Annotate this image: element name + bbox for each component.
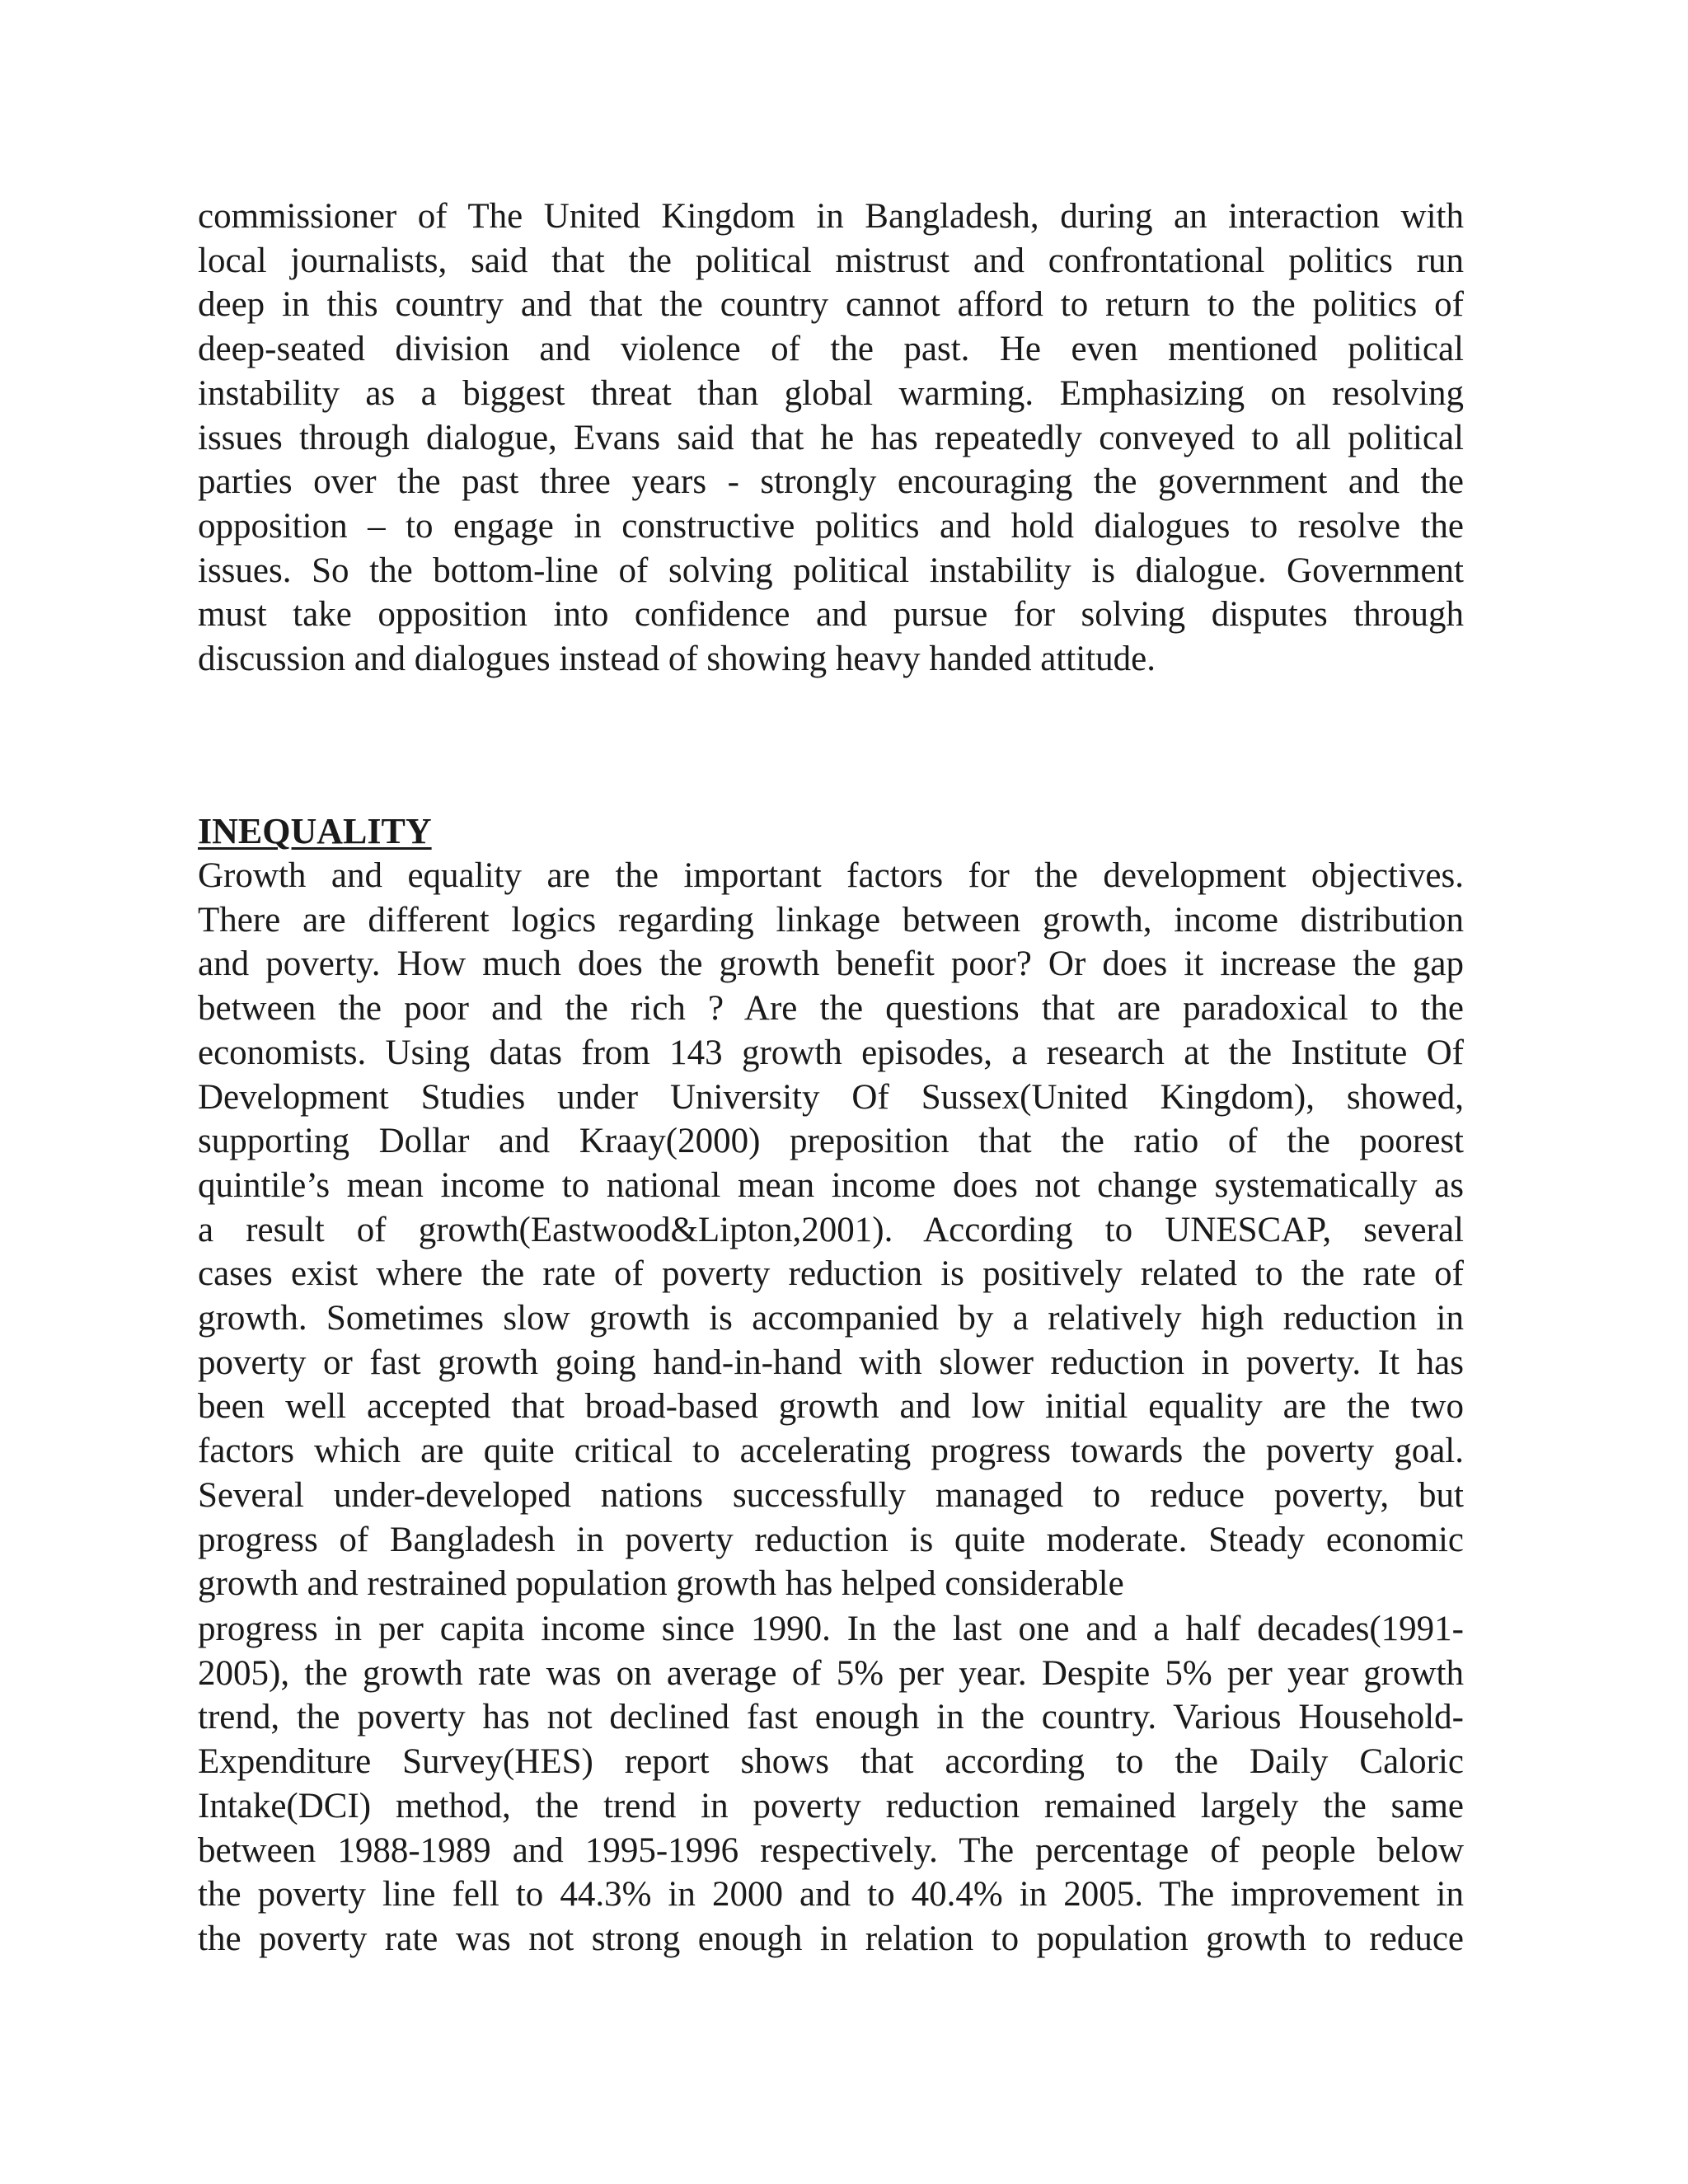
text-line: issues. So the bottom-line of solving political instability is dialogue. Government [198,551,1464,590]
text-line: commissioner of The United Kingdom in Bangladesh, during an interaction with [198,197,1464,236]
text-line: growth. Sometimes slow growth is accompanied by a relatively high reduction in [198,1299,1464,1338]
text-line: must take opposition into confidence and pursue for solving disputes through [198,595,1464,635]
text-line: Growth and equality are the important factors for the development objectives. [198,856,1464,895]
paragraph-inequality [198,854,1464,1606]
text-line: opposition – to engage in constructive politics and hold dialogues to resolve the [198,506,1464,546]
text-line: deep-seated division and violence of the past. He even mentioned political [198,330,1464,369]
text-line: and poverty. How much does the growth benefit poor? Or does it increase the gap [198,944,1464,984]
text-line: progress in per capita income since 1990. In the last one and a half decades(1991- [198,1610,1464,1648]
text-line: a result of growth(Eastwood&Lipton,2001). According to UNESCAP, several [198,1210,1464,1249]
text-line: between the poor and the rich ? Are the questions that are paradoxical to the [198,989,1464,1029]
text-line: economists. Using datas from 143 growth episodes, a research at the Institute Of [198,1033,1464,1072]
paragraph-political-instability [198,194,1464,682]
text-line: the poverty rate was not strong enough in relation to population growth to reduce [198,1919,1464,1958]
text-line: Several under-developed nations successfully managed to reduce poverty, but [198,1475,1464,1515]
text-line: poverty or fast growth going hand-in-hand with slower reduction in poverty. It has [198,1343,1464,1382]
text-line: deep in this country and that the country cannot afford to return to the politics of [198,285,1464,325]
text-line: Development Studies under University Of Sussex(United Kingdom), showed, [198,1077,1464,1117]
text-line: Expenditure Survey(HES) report shows that according to the Daily Caloric [198,1742,1464,1782]
text-line: issues through dialogue, Evans said that he has repeatedly conveyed to all political [198,418,1464,457]
section-heading: INEQUALITY [198,811,432,851]
text-line: local journalists, said that the political mistrust and confrontational politics run [198,241,1464,280]
text-line: instability as a biggest threat than global warming. Emphasizing on resolving [198,373,1464,413]
text-line: factors which are quite critical to accelerating progress towards the poverty goal. [198,1432,1464,1471]
text-line: quintile’s mean income to national mean income does not change systematically as [198,1165,1464,1205]
text-line: discussion and dialogues instead of showing heavy handed attitude. [198,640,1156,679]
text-line: growth and restrained population growth has helped considerable [198,1564,1124,1604]
text-line: been well accepted that broad-based growth and low initial equality are the two [198,1387,1464,1427]
text-line: trend, the poverty has not declined fast enough in the country. Various Household- [198,1698,1464,1737]
text-line: Intake(DCI) method, the trend in poverty reduction remained largely the same [198,1786,1464,1825]
text-line: between 1988-1989 and 1995-1996 respectively. The percentage of people below [198,1830,1464,1870]
text-line: progress of Bangladesh in poverty reduction is quite moderate. Steady economic [198,1520,1464,1559]
text-line: There are different logics regarding linkage between growth, income distribution [198,900,1464,940]
text-line: cases exist where the rate of poverty reduction is positively related to the rate of [198,1254,1464,1294]
text-line: the poverty line fell to 44.3% in 2000 and to 40.4% in 2005. The improvement in [198,1875,1464,1915]
text-line: 2005), the growth rate was on average of 5% per year. Despite 5% per year growth [198,1653,1464,1693]
paragraph-poverty-trend [198,1607,1464,1961]
text-line: parties over the past three years - strongly encouraging the government and the [198,462,1464,502]
text-line: supporting Dollar and Kraay(2000) preposition that the ratio of the poorest [198,1122,1464,1161]
